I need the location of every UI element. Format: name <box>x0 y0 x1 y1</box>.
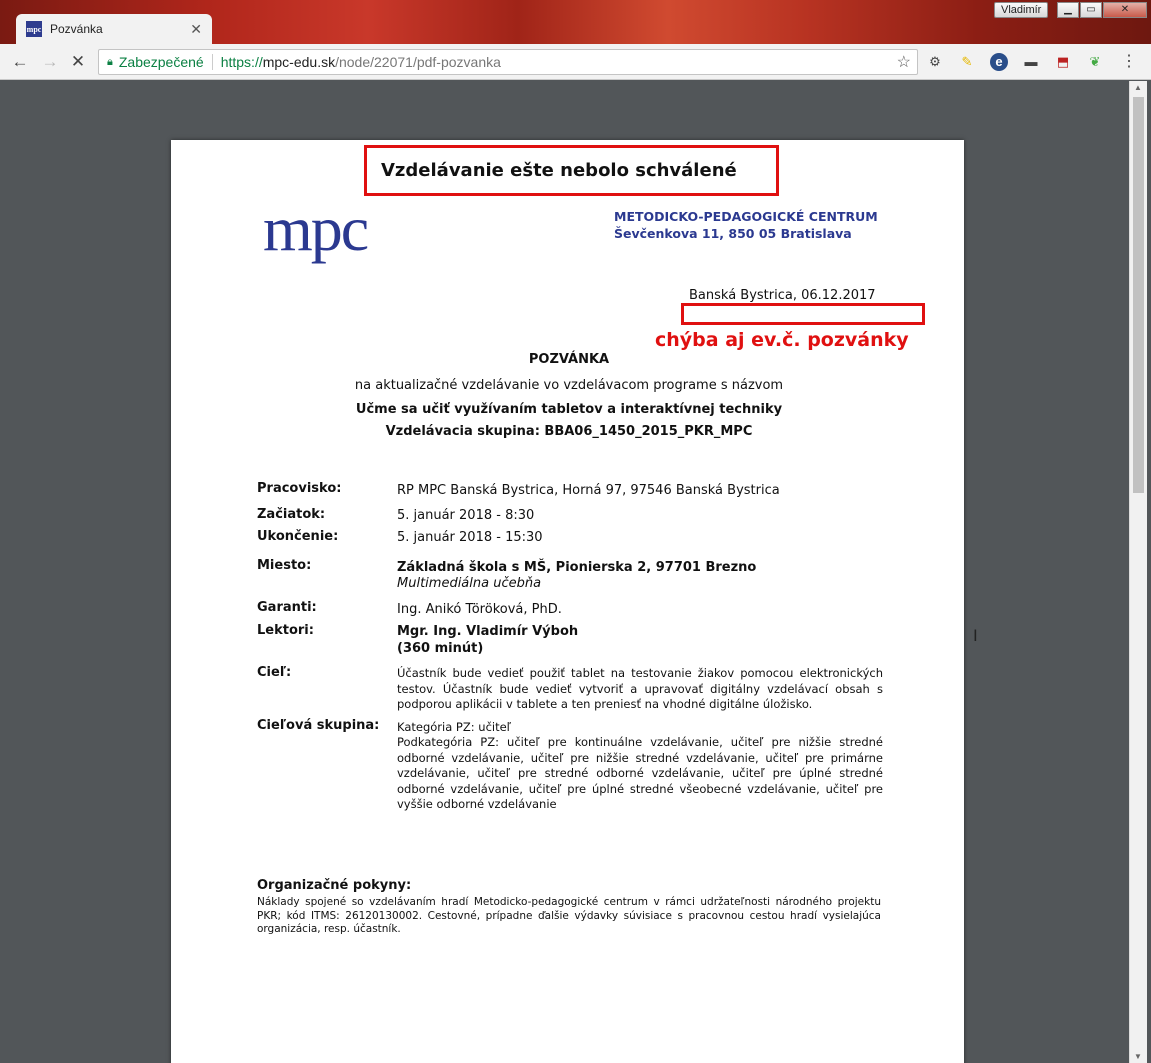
minimize-button[interactable]: ▁ <box>1057 2 1079 18</box>
mpc-logo: mpc <box>263 193 368 264</box>
lektori-time: (360 minút) <box>397 641 484 656</box>
lektori-value: Mgr. Ing. Vladimír Výboh <box>397 624 579 639</box>
cielova-skupina-category: Kategória PZ: učiteľ <box>397 720 511 734</box>
ciel-value: Účastník bude vedieť použiť tablet na testovanie žiakov pomocou elektronických testov. Účastník bude vedieť vytvoriť a upravovať digitálny vzdelávací obsah s podporou aplikácii v tablete a ten preniesť na vhodné digitálne úložisko. <box>397 666 883 711</box>
url-scheme: https:// <box>220 54 263 70</box>
menu-kebab-icon[interactable]: ⋮ <box>1121 53 1137 70</box>
gear-extension-icon[interactable]: ⚙ <box>929 54 941 69</box>
pracovisko-value: RP MPC Banská Bystrica, Horná 97, 97546 Banská Bystrica <box>397 483 780 498</box>
missing-ev-number-box <box>681 303 925 325</box>
pracovisko-label: Pracovisko: <box>257 481 342 496</box>
close-window-button[interactable]: ✕ <box>1103 2 1147 18</box>
text-cursor-icon: I <box>973 626 978 645</box>
zaciatok-label: Začiatok: <box>257 507 326 522</box>
leaf-extension-icon[interactable]: ❦ <box>1089 54 1101 69</box>
ukoncenie-value: 5. január 2018 - 15:30 <box>397 530 543 545</box>
organization-text: Náklady spojené so vzdelávaním hradí Metodicko-pedagogické centrum v rámci udržateľnosti národného projektu PKR; kód ITMS: 26120130002. Cestovné, prípadne ďalšie výdavky súvisiace s pracovnou cestou hradí vysielajúca organizácia, resp. účastník. <box>257 896 881 935</box>
org-address: Ševčenkova 11, 850 05 Bratislava <box>614 226 852 241</box>
pdf-extension-icon[interactable]: ⬒ <box>1056 54 1070 69</box>
place-date: Banská Bystrica, 06.12.2017 <box>689 288 876 303</box>
zaciatok-value: 5. január 2018 - 8:30 <box>397 508 535 523</box>
mpc-favicon-icon: mpc <box>26 21 42 37</box>
bar-extension-icon[interactable]: ▬ <box>1024 54 1038 69</box>
scroll-up-icon[interactable]: ▲ <box>1134 83 1142 92</box>
garanti-value: Ing. Anikó Töröková, PhD. <box>397 602 562 617</box>
pdf-page <box>171 140 978 1063</box>
cielova-skupina-subcategory: Podkategória PZ: učiteľ pre kontinuálne vzdelávanie, učiteľ pre nižšie stredné odborné vzdelávanie, učiteľ pre nižšie stredné vzdelávanie, učiteľ pre primárne vzdelávanie, učiteľ pre stredné odborné vzdelávanie, učiteľ pre úplné stredné odborné vzdelávanie, učiteľ pre úplné stredné všeobecné vzdelávanie, učiteľ pre vyššie odborné vzdelávanie <box>397 735 883 811</box>
vertical-scrollbar[interactable] <box>1129 81 1147 1063</box>
highlighter-extension-icon[interactable]: ✎ <box>961 54 973 69</box>
garanti-label: Garanti: <box>257 600 317 615</box>
organization-label: Organizačné pokyny: <box>257 878 412 893</box>
group-name: Vzdelávacia skupina: BBA06_1450_2015_PKR_MPC <box>385 424 753 439</box>
close-tab-icon[interactable]: ✕ <box>190 20 202 37</box>
program-name: Učme sa učiť využívaním tabletov a interaktívnej techniky <box>355 402 783 417</box>
miesto-label: Miesto: <box>257 558 312 573</box>
cielova-skupina-label: Cieľová skupina: <box>257 718 380 733</box>
approval-warning-annotation: Vzdelávanie ešte nebolo schválené <box>364 145 779 196</box>
pdf-viewer <box>4 81 1129 1063</box>
invitation-title: POZVÁNKA <box>528 352 610 367</box>
e-extension-icon[interactable]: e <box>990 53 1008 71</box>
back-arrow-icon[interactable]: ← <box>11 52 29 71</box>
bookmark-star-icon[interactable]: ☆ <box>896 54 911 71</box>
scroll-thumb[interactable] <box>1133 97 1144 493</box>
lektori-label: Lektori: <box>257 623 314 638</box>
org-name: METODICKO-PEDAGOGICKÉ CENTRUM <box>614 209 878 224</box>
lock-icon: 🔒︎ <box>107 55 113 68</box>
miesto-value: Základná škola s MŠ, Pionierska 2, 97701 Brezno <box>397 560 757 575</box>
tab-title: Pozvánka <box>50 22 103 36</box>
maximize-button[interactable]: ▭ <box>1080 2 1102 18</box>
window-user-button[interactable]: Vladimír <box>994 2 1048 18</box>
stop-loading-icon[interactable]: ✕ <box>70 52 86 71</box>
url-host: mpc-edu.sk <box>262 54 336 70</box>
ukoncenie-label: Ukončenie: <box>257 529 339 544</box>
ciel-label: Cieľ: <box>257 665 292 680</box>
window-titlebar <box>0 0 1151 44</box>
missing-ev-number-annotation: chýba aj ev.č. pozvánky <box>655 329 909 351</box>
address-divider <box>212 54 213 70</box>
forward-arrow-icon[interactable]: → <box>41 52 59 71</box>
browser-toolbar <box>0 44 1151 80</box>
miesto-room: Multimediálna učebňa <box>397 576 542 591</box>
invitation-intro: na aktualizačné vzdelávanie vo vzdelávacom programe s názvom <box>354 378 784 393</box>
secure-label: Zabezpečené <box>118 54 204 70</box>
address-bar[interactable] <box>98 49 918 75</box>
browser-tab[interactable] <box>16 14 212 44</box>
scroll-down-icon[interactable]: ▼ <box>1134 1052 1142 1061</box>
url-path: /node/22071/pdf-pozvanka <box>335 54 501 70</box>
